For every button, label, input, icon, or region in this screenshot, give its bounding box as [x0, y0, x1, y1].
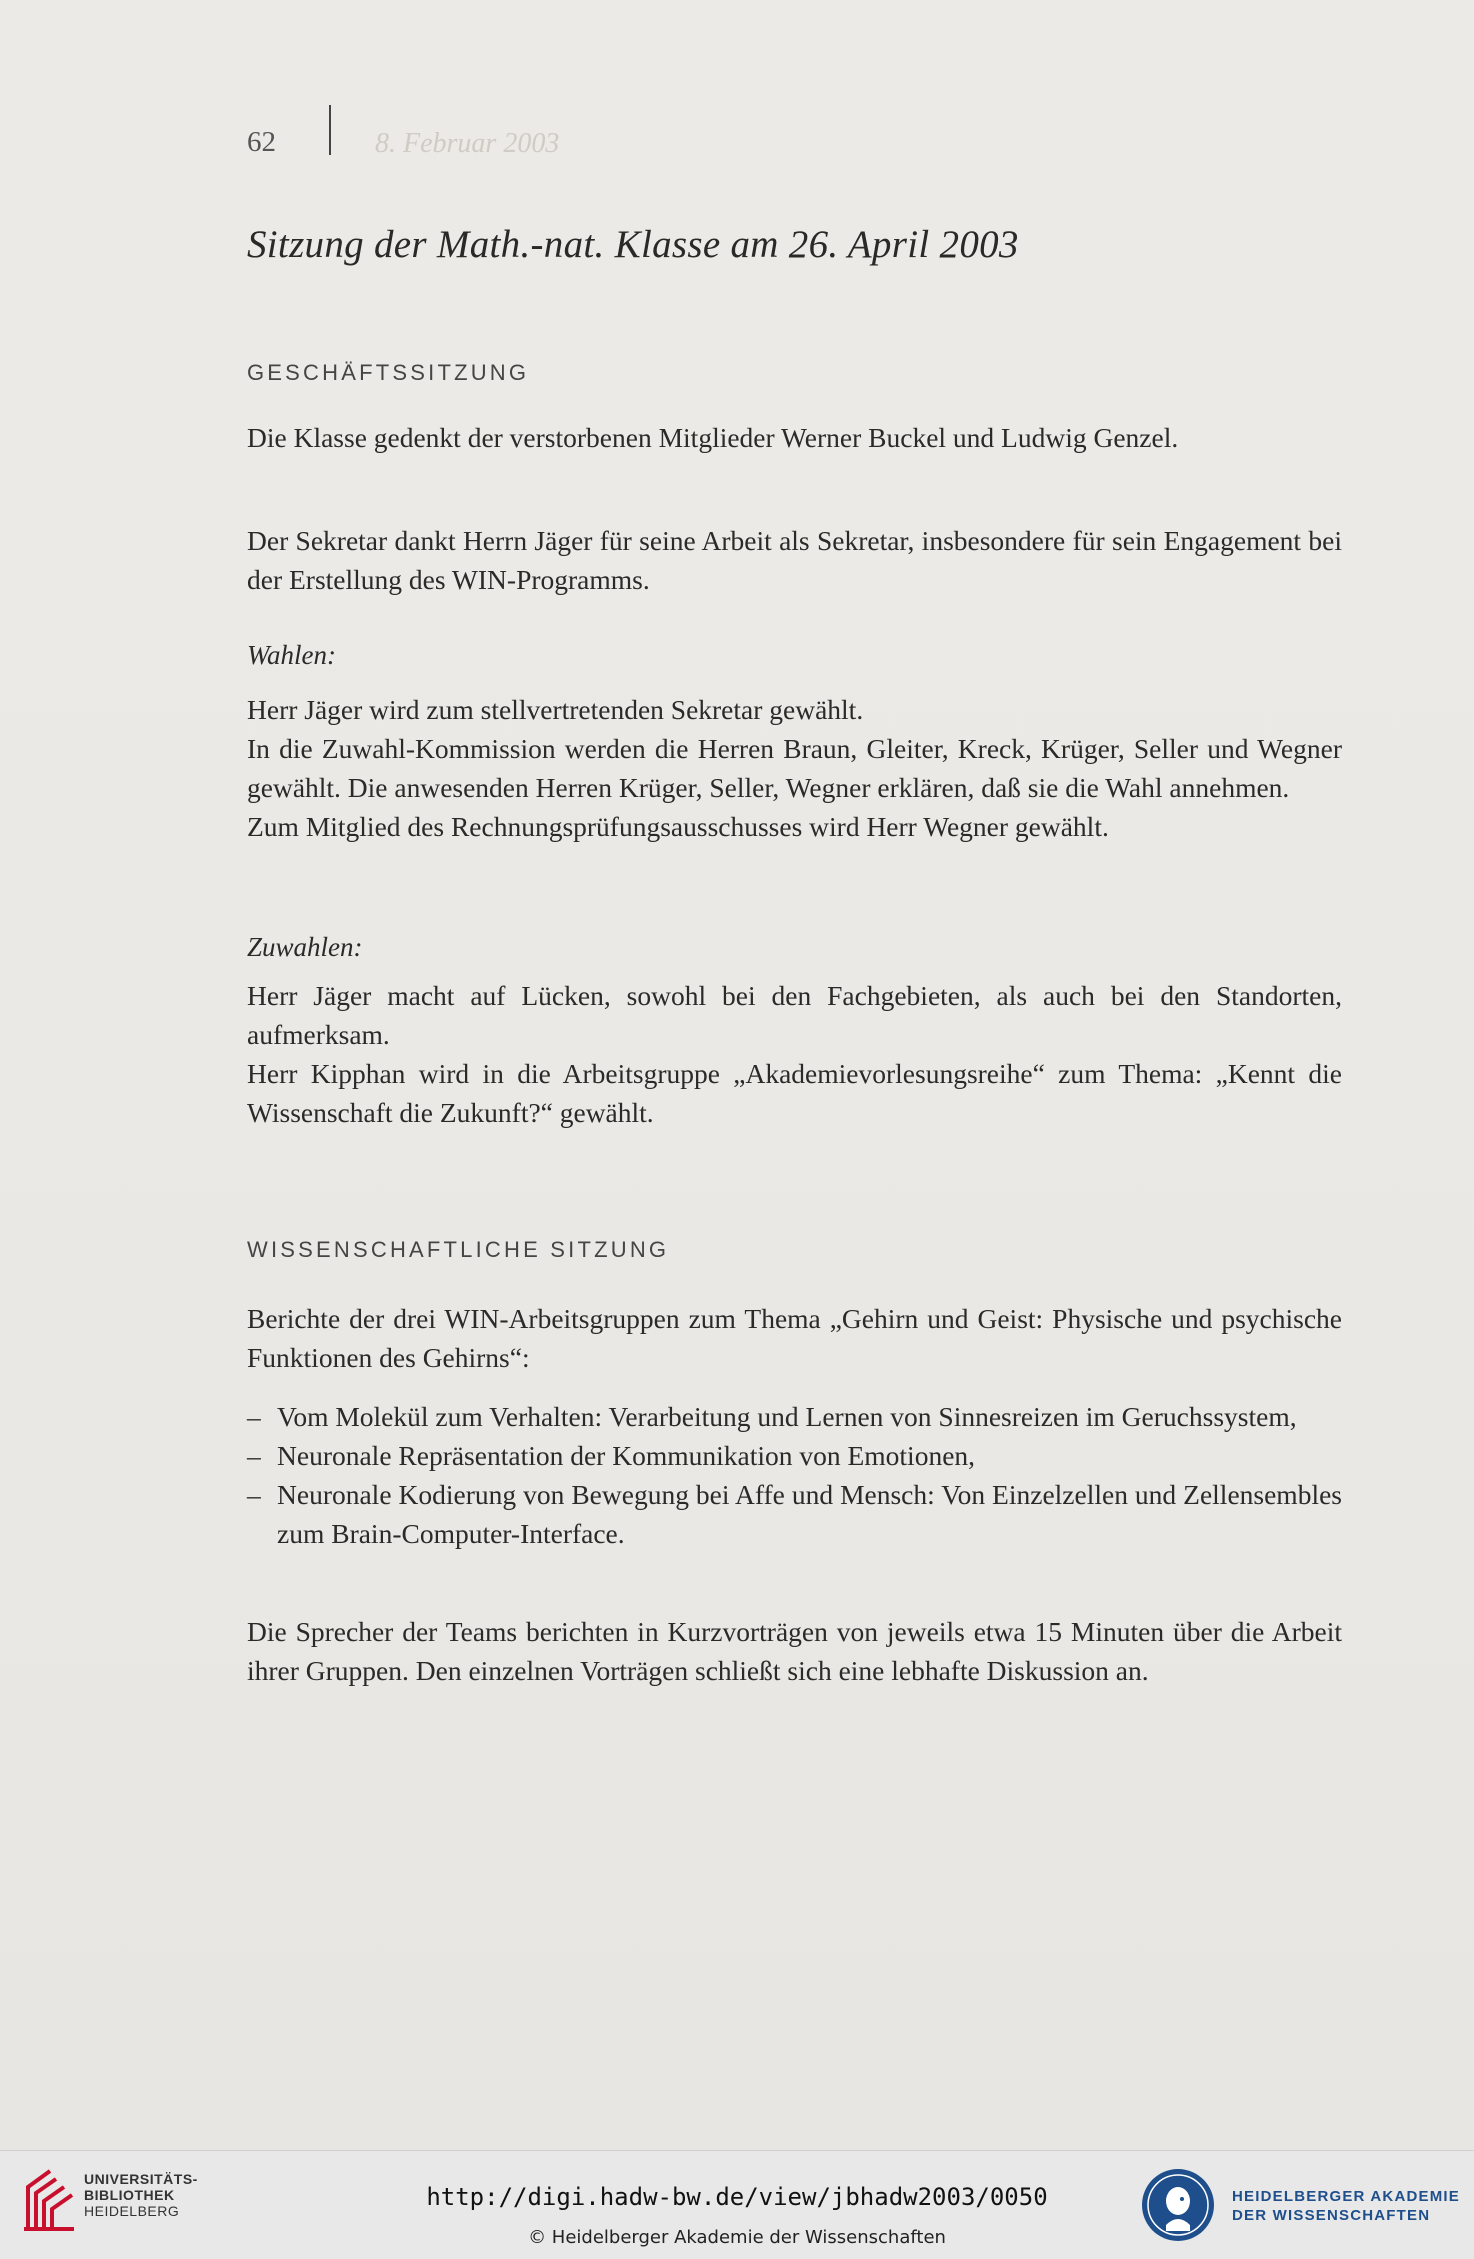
paragraph-sprecher: Die Sprecher der Teams berichten in Kurzvorträgen von jeweils etwa 15 Minuten über die Arbeit ihrer Gruppen. Den einzelnen Vorträgen schließt sich eine lebhafte Diskussion an.	[247, 1616, 1342, 1686]
paragraph	[247, 521, 1342, 599]
wahlen-line: Herr Jäger wird zum stellvertretenden Sekretar gewählt.	[247, 694, 864, 725]
zuwahlen-line: Herr Kipphan wird in die Arbeitsgruppe „Akademievorlesungsreihe“ zum Thema: „Kennt die Wissenschaft die Zukunft?“ gewählt.	[247, 1058, 1342, 1128]
paragraph-sekretar: Der Sekretar dankt Herrn Jäger für seine Arbeit als Sekretar, insbesondere für sein Engagement bei der Erstellung des WIN-Programms.	[247, 525, 1342, 595]
academy-seal-icon[interactable]	[1138, 2163, 1218, 2247]
section-heading-wissenschaftliche-sitzung: WISSENSCHAFTLICHE SITZUNG	[247, 1237, 670, 1262]
paragraph	[247, 1299, 1342, 1377]
list-item: – Neuronale Kodierung von Bewegung bei Affe und Mensch: Von Einzelzellen und Zellensembles zum Brain-Computer-Interface.	[247, 1475, 1342, 1553]
topic-list	[247, 1397, 1342, 1553]
wahlen-line: Zum Mitglied des Rechnungsprüfungsausschusses wird Herr Wegner gewählt.	[247, 811, 1109, 842]
list-item: – Vom Molekül zum Verhalten: Verarbeitung und Lernen von Sinnesreizen im Geruchssystem,	[247, 1397, 1342, 1436]
zuwahlen-block	[247, 976, 1342, 1132]
paragraph	[247, 1612, 1342, 1690]
label-wahlen: Wahlen:	[247, 640, 336, 670]
academy-name	[1232, 2187, 1460, 2225]
page-number: 62	[247, 126, 276, 158]
label-zuwahlen: Zuwahlen:	[247, 932, 363, 962]
paragraph-gedenken: Die Klasse gedenkt der verstorbenen Mitglieder Werner Buckel und Ludwig Genzel.	[247, 422, 1179, 453]
wahlen-block	[247, 690, 1342, 846]
page-number-rule	[329, 105, 331, 155]
ub-line: HEIDELBERG	[84, 2203, 180, 2219]
paragraph	[247, 418, 1342, 457]
viewer-footer	[0, 2150, 1474, 2259]
copyright-notice: © Heidelberger Akademie der Wissenschaften	[528, 2227, 946, 2248]
section-heading-geschaeftssitzung: GESCHÄFTSSITZUNG	[247, 360, 530, 385]
list-item: – Neuronale Repräsentation der Kommunikation von Emotionen,	[247, 1436, 1342, 1475]
permalink-url[interactable]: http://digi.hadw-bw.de/view/jbhadw2003/0050	[426, 2183, 1048, 2211]
ub-line: UNIVERSITÄTS-	[84, 2171, 198, 2187]
academy-line: DER WISSENSCHAFTEN	[1232, 2207, 1431, 2224]
show-through-header: 8. Februar 2003	[375, 128, 560, 159]
page-title: Sitzung der Math.-nat. Klasse am 26. April 2003	[247, 223, 1019, 266]
zuwahlen-line: Herr Jäger macht auf Lücken, sowohl bei den Fachgebieten, als auch bei den Standorten, aufmerksam.	[247, 980, 1342, 1050]
wahlen-line: In die Zuwahl-Kommission werden die Herren Braun, Gleiter, Kreck, Krüger, Seller und Wegner gewählt. Die anwesenden Herren Krüger, Seller, Wegner erklären, daß sie die Wahl annehmen.	[247, 733, 1342, 803]
paragraph-berichte: Berichte der drei WIN-Arbeitsgruppen zum Thema „Gehirn und Geist: Physische und psychische Funktionen des Gehirns“:	[247, 1303, 1342, 1373]
ub-line: BIBLIOTHEK	[84, 2187, 175, 2203]
academy-line: HEIDELBERGER AKADEMIE	[1232, 2188, 1460, 2205]
